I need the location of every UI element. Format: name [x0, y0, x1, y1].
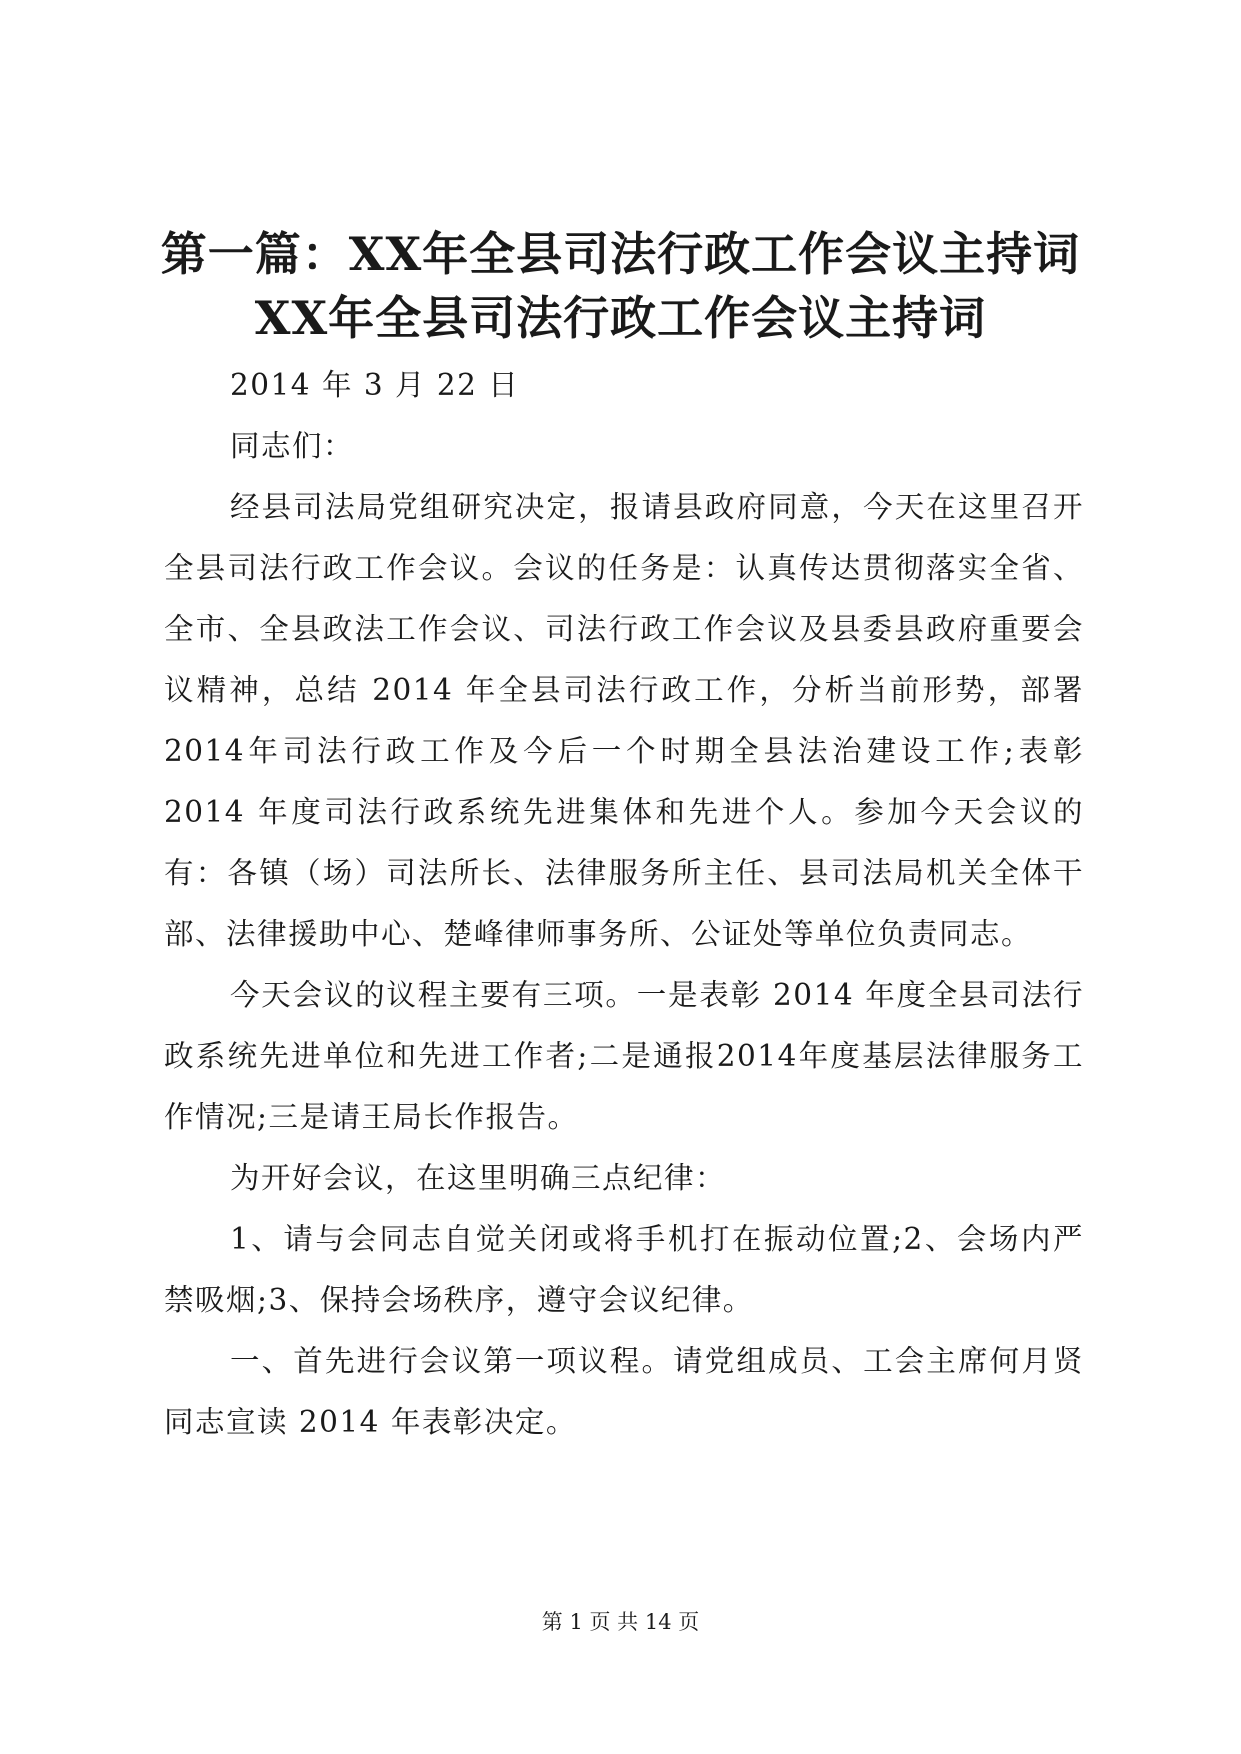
page-number-footer: 第 1 页 共 14 页	[541, 1610, 700, 1634]
document-title-line-2: XX年全县司法行政工作会议主持词	[254, 291, 987, 345]
paragraph-first-item: 一、首先进行会议第一项议程。请党组成员、工会主席何月贤同志宣读 2014 年表彰决定。	[164, 1344, 1084, 1439]
date-line: 2014 年 3 月 22 日	[230, 368, 520, 402]
document-title-line-1: 第一篇：XX年全县司法行政工作会议主持词	[160, 227, 1081, 281]
document-body	[164, 355, 1084, 1453]
paragraph-discipline-rules: 1、请与会同志自觉关闭或将手机打在振动位置;2、会场内严禁吸烟;3、保持会场秩序，遵守会议纪律。	[164, 1222, 1084, 1317]
paragraph-intro: 经县司法局党组研究决定，报请县政府同意，今天在这里召开全县司法行政工作会议。会议的任务是：认真传达贯彻落实全省、全市、全县政法工作会议、司法行政工作会议及县委县政府重要会议精神，总结 2014 年全县司法行政工作，分析当前形势，部署2014年司法行政工作及今后一个时期全县法治建设工作;表彰 2014 年度司法行政系统先进集体和先进个人。参加今天会议的有：各镇（场）司法所长、法律服务所主任、县司法局机关全体干部、法律援助中心、楚峰律师事务所、公证处等单位负责同志。	[164, 490, 1084, 951]
paragraph-agenda: 今天会议的议程主要有三项。一是表彰 2014 年度全县司法行政系统先进单位和先进工作者;二是通报2014年度基层法律服务工作情况;三是请王局长作报告。	[164, 978, 1084, 1134]
salutation: 同志们：	[230, 429, 355, 463]
paragraph-discipline-intro: 为开好会议，在这里明确三点纪律：	[230, 1161, 727, 1195]
